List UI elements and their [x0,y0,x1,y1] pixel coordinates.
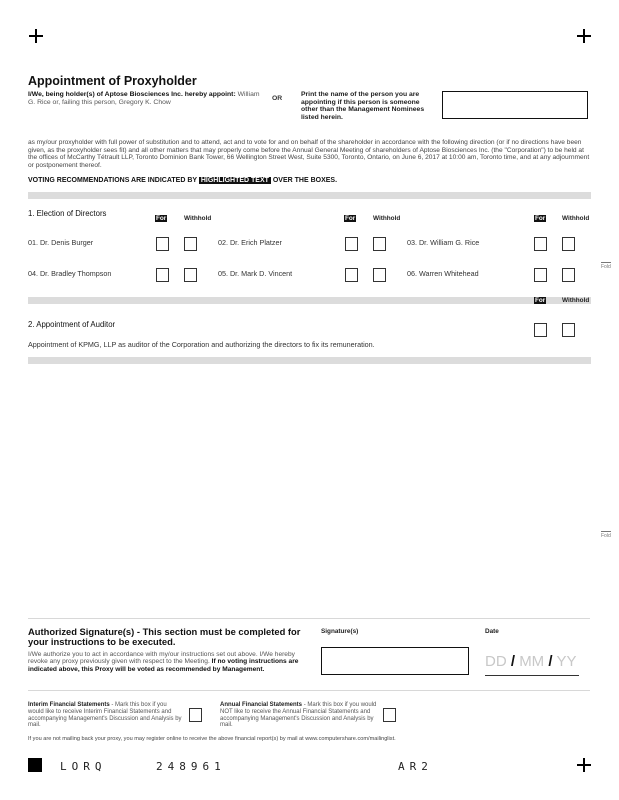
director-name: 05. Dr. Mark D. Vincent [218,269,293,278]
authorization-statement [28,651,308,673]
withhold-column-label: Withhold [562,297,590,304]
auditor-description: Appointment of KPMG, LLP as auditor of the Corporation and authorizing the directors to fix its remuneration. [28,340,375,349]
director-04-for-checkbox[interactable] [156,268,169,282]
divider-line [28,690,590,691]
date-separator: / [548,653,553,670]
director-name: 04. Dr. Bradley Thompson [28,269,112,278]
withhold-column-label: Withhold [373,215,401,222]
annual-statements-checkbox[interactable] [383,708,396,722]
authorization-statement-bold: If no voting instructions are indicated above, this Proxy will be voted as recommended by Management. [28,658,299,673]
election-of-directors-title: 1. Election of Directors [28,209,107,218]
director-name: 02. Dr. Erich Platzer [218,238,282,247]
annual-statements-text [220,702,378,729]
director-name: 01. Dr. Denis Burger [28,238,94,247]
annual-statements-desc: - Mark this box if you would NOT like to receive the Annual Financial Statements and accompanying Management's Discussion and Analysis by mail. [220,702,377,729]
director-01-withhold-checkbox[interactable] [184,237,197,251]
withhold-column-label: Withhold [184,215,212,222]
divider-line [28,618,590,619]
auditor-for-checkbox[interactable] [534,323,547,337]
fold-marker: Fold [601,264,611,270]
fold-marker: Fold [601,533,611,539]
voting-rec-prefix: VOTING RECOMMENDATIONS ARE INDICATED BY [28,177,199,184]
appoint-statement [28,91,260,107]
highlighted-text-sample: HIGHLIGHTED TEXT [200,177,269,184]
auditor-withhold-checkbox[interactable] [562,323,575,337]
section-divider-bar [28,357,591,364]
director-name: 03. Dr. William G. Rice [407,238,480,247]
date-field[interactable] [485,653,579,676]
appoint-statement-nominees: William G. Rice or, failing this person, Gregory K. Chow [28,91,260,106]
interim-statements-checkbox[interactable] [189,708,202,722]
for-column-label: For [156,215,167,222]
interim-statements-title: Interim Financial Statements [28,702,110,708]
for-column-label: For [535,215,546,222]
section-divider-bar [28,297,591,304]
signature-label: Signature(s) [321,628,359,635]
signature-field[interactable] [321,647,469,675]
registration-mark-icon [577,758,591,772]
form-code: LORQ [60,760,107,773]
date-separator: / [510,653,516,670]
voting-recommendations-note [28,177,337,184]
director-01-for-checkbox[interactable] [156,237,169,251]
annual-statements-title: Annual Financial Statements [220,702,303,708]
registration-mark-icon [29,29,43,43]
director-03-for-checkbox[interactable] [534,237,547,251]
form-version-code: AR2 [398,760,433,773]
form-number: 248961 [156,760,226,773]
for-column-label: For [535,297,546,304]
interim-statements-text [28,702,183,729]
date-month-placeholder: MM [519,653,545,670]
mailing-list-note: If you are not mailing back your proxy, you may register online to receive the above financial report(s) by mail at www.computershare.com/mailinglist. [28,736,396,742]
appoint-statement-bold: I/We, being holder(s) of Aptose Biosciences Inc. hereby appoint: [28,91,236,98]
date-year-placeholder: YY [556,653,577,670]
director-05-withhold-checkbox[interactable] [373,268,386,282]
for-column-label: For [345,215,356,222]
interim-statements-desc: - Mark this box if you would like to receive Interim Financial Statements and accompanying Management's Discussion and Analysis by mail. [28,702,182,729]
director-04-withhold-checkbox[interactable] [184,268,197,282]
registration-mark-icon [577,29,591,43]
director-02-withhold-checkbox[interactable] [373,237,386,251]
date-label: Date [485,628,499,635]
proxy-intro-paragraph: as my/our proxyholder with full power of substitution and to attend, act and to vote for and on behalf of the shareholder in accordance with the following direction (or if no directions have been given, as the proxyholder sees fit) and all other matters that may properly come before the Annual General Meeting of shareholders of Aptose Biosciences Inc. (the "Corporation") to be held at the offices of McCarthy Tétrault LLP, Toronto Dominion Bank Tower, 66 Wellington Street West, Suite 5300, Toronto, Ontario, on June 6, 2017 at 10:00 am, Toronto time, and at any adjournment or postponement thereof. [28,139,590,169]
date-day-placeholder: DD [485,653,507,670]
director-03-withhold-checkbox[interactable] [562,237,575,251]
authorization-statement-plain: I/We authorize you to act in accordance with my/our instructions set out above. I/We hereby revoke any proxy previously given with respect to the Meeting. [28,651,295,666]
voting-rec-suffix: OVER THE BOXES. [270,177,338,184]
director-06-for-checkbox[interactable] [534,268,547,282]
proxyholder-name-field[interactable] [442,91,588,119]
appointment-of-auditor-title: 2. Appointment of Auditor [28,320,116,329]
print-name-instructions: Print the name of the person you are appointing if this person is someone other than the Management Nominees listed herein. [301,91,425,121]
or-label: OR [272,95,283,102]
director-name: 06. Warren Whitehead [407,269,479,278]
director-05-for-checkbox[interactable] [345,268,358,282]
form-title: Appointment of Proxyholder [28,74,197,88]
director-06-withhold-checkbox[interactable] [562,268,575,282]
director-02-for-checkbox[interactable] [345,237,358,251]
alignment-square-icon [28,758,42,772]
authorized-signature-title: Authorized Signature(s) - This section must be completed for your instructions to be executed. [28,626,301,647]
withhold-column-label: Withhold [562,215,590,222]
section-divider-bar [28,192,591,199]
